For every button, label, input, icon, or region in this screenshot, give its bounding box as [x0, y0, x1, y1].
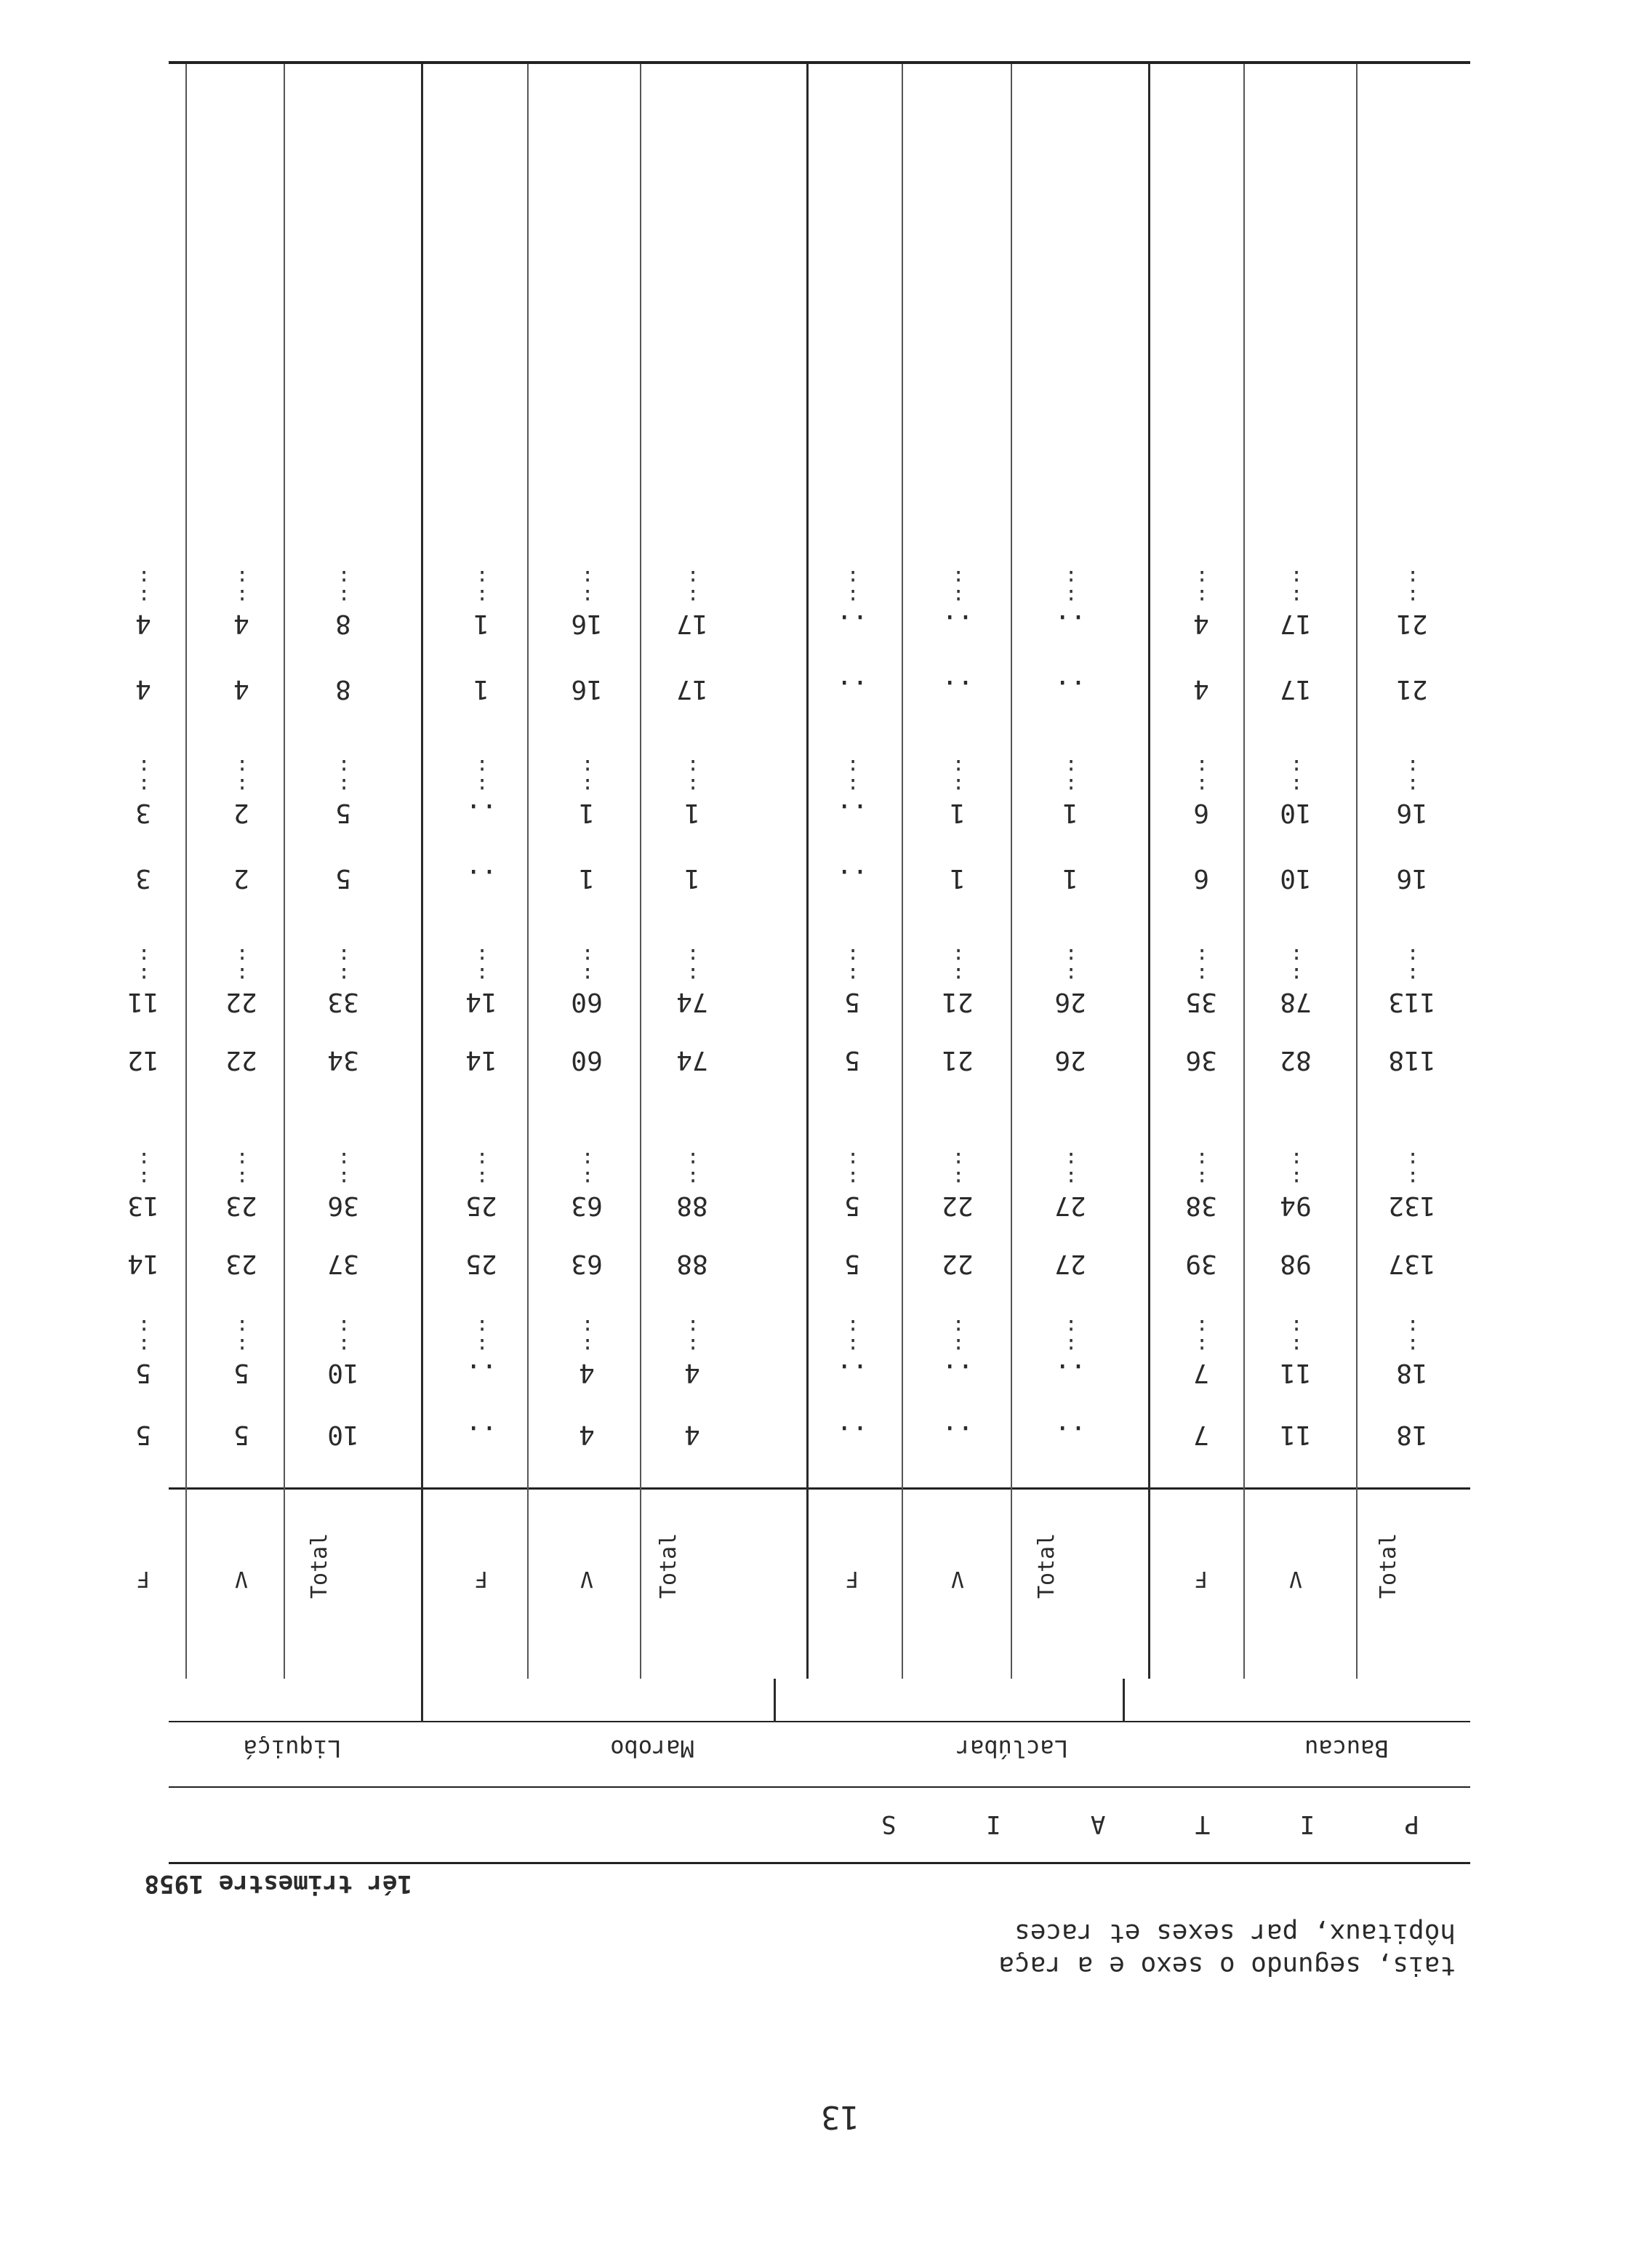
- table-cell: 74: [676, 1045, 708, 1075]
- column-header: V: [234, 1566, 249, 1591]
- leader-dots: : :: [685, 944, 699, 987]
- table-cell: 132: [1388, 1191, 1436, 1220]
- leader-dots: : :: [1063, 755, 1078, 798]
- table-cell: 4: [684, 1358, 700, 1388]
- table-cell: 23: [225, 1249, 257, 1279]
- caption-line-portuguese: tais, segundo o sexo e a raça: [998, 1951, 1456, 1981]
- leader-dots: : :: [1288, 944, 1303, 987]
- column-header: Total: [1376, 1532, 1401, 1599]
- leader-dots: : :: [336, 755, 350, 798]
- table-cell: 26: [1054, 987, 1086, 1017]
- table-cell: 18: [1396, 1420, 1428, 1450]
- leader-dots: : :: [845, 1148, 859, 1191]
- leader-dots: : :: [1194, 944, 1208, 987]
- table-cell: 4: [579, 1358, 595, 1388]
- leader-dots: : :: [950, 566, 965, 609]
- header-letter: S: [881, 1810, 897, 1839]
- column-separator: [185, 64, 187, 1679]
- leader-dots: : :: [1288, 1315, 1303, 1358]
- table-cell: 22: [225, 1045, 257, 1075]
- rule-regions: [169, 1721, 1470, 1722]
- column-header: F: [474, 1566, 489, 1591]
- table-cell: 8: [335, 674, 351, 704]
- region-liquica: Liquiçá: [243, 1735, 342, 1762]
- table-cell: 21: [1396, 674, 1428, 704]
- table-cell: 1: [473, 674, 489, 704]
- table-cell: 3: [135, 798, 151, 828]
- column-header: V: [950, 1566, 965, 1591]
- table-cell: 5: [335, 863, 351, 893]
- table-cell: 5: [233, 1358, 249, 1388]
- leader-dots: : :: [1063, 1148, 1078, 1191]
- table-cell: 36: [327, 1191, 359, 1220]
- leader-dots: : :: [1063, 1315, 1078, 1358]
- leader-dots: : :: [1405, 566, 1419, 609]
- table-cell: 26: [1054, 1045, 1086, 1075]
- leader-dots: : :: [685, 755, 699, 798]
- table-cell: ..: [1054, 609, 1086, 639]
- table-cell: 10: [327, 1420, 359, 1450]
- table-cell: ..: [465, 863, 497, 893]
- table-cell: ..: [465, 798, 497, 828]
- leader-dots: : :: [1405, 755, 1419, 798]
- leader-dots: : :: [580, 1315, 594, 1358]
- table-cell: 5: [135, 1358, 151, 1388]
- table-cell: 1: [579, 798, 595, 828]
- table-cell: 1: [1062, 863, 1078, 893]
- table-cell: 5: [844, 1249, 860, 1279]
- leader-dots: : :: [1063, 944, 1078, 987]
- leader-dots: : :: [580, 566, 594, 609]
- table-cell: 5: [233, 1420, 249, 1450]
- column-header: Total: [307, 1532, 332, 1599]
- table-cell: 137: [1388, 1249, 1436, 1279]
- table-cell: 16: [1396, 798, 1428, 828]
- table-cell: 1: [473, 609, 489, 639]
- rule-column-headers: [169, 1487, 1470, 1490]
- column-header: V: [580, 1566, 594, 1591]
- column-separator: [640, 64, 641, 1679]
- table-cell: 4: [233, 609, 249, 639]
- leader-dots: : :: [685, 566, 699, 609]
- table-cell: 1: [684, 863, 700, 893]
- leader-dots: : :: [474, 566, 489, 609]
- leader-dots: : :: [845, 755, 859, 798]
- column-separator: [421, 64, 423, 1679]
- table-cell: 5: [844, 1045, 860, 1075]
- table-cell: ..: [836, 609, 868, 639]
- table-cell: ..: [942, 1358, 974, 1388]
- table-cell: 16: [571, 609, 603, 639]
- header-letter: P: [1404, 1810, 1419, 1839]
- leader-dots: : :: [474, 944, 489, 987]
- table-cell: ..: [1054, 1358, 1086, 1388]
- table-cell: 10: [1280, 798, 1312, 828]
- leader-dots: : :: [1405, 1148, 1419, 1191]
- leader-dots: : :: [950, 755, 965, 798]
- table-cell: ..: [836, 674, 868, 704]
- column-header: Total: [1034, 1532, 1059, 1599]
- table-cell: 113: [1388, 987, 1436, 1017]
- table-cell: 1: [950, 863, 966, 893]
- table-cell: 1: [684, 798, 700, 828]
- table-cell: 11: [1280, 1358, 1312, 1388]
- table-cell: ..: [942, 609, 974, 639]
- table-cell: ..: [465, 1358, 497, 1388]
- header-letters: [881, 1810, 1419, 1839]
- leader-dots: : :: [136, 1148, 151, 1191]
- table-cell: 10: [1280, 863, 1312, 893]
- leader-dots: : :: [845, 566, 859, 609]
- column-header: F: [845, 1566, 859, 1591]
- table-cell: 5: [844, 1191, 860, 1220]
- leader-dots: : :: [950, 944, 965, 987]
- leader-dots: : :: [1405, 1315, 1419, 1358]
- leader-dots: : :: [336, 944, 350, 987]
- table-cell: 4: [684, 1420, 700, 1450]
- leader-dots: : :: [234, 566, 249, 609]
- table-cell: 21: [942, 987, 974, 1017]
- table-cell: 25: [465, 1191, 497, 1220]
- leader-dots: : :: [580, 944, 594, 987]
- leader-dots: : :: [580, 1148, 594, 1191]
- table-cell: 5: [335, 798, 351, 828]
- table-cell: 60: [571, 987, 603, 1017]
- leader-dots: : :: [845, 1315, 859, 1358]
- table-cell: 33: [327, 987, 359, 1017]
- leader-dots: : :: [136, 755, 151, 798]
- table-cell: 36: [1185, 1045, 1217, 1075]
- table-cell: 38: [1185, 1191, 1217, 1220]
- leader-dots: : :: [234, 944, 249, 987]
- region-baucau: Baucau: [1304, 1735, 1389, 1762]
- leader-dots: : :: [1194, 1315, 1208, 1358]
- column-separator: [284, 64, 285, 1679]
- table-cell: 14: [465, 1045, 497, 1075]
- leader-dots: : :: [1288, 1148, 1303, 1191]
- period-label: 1ér trimestre 1958: [144, 1869, 412, 1898]
- table-cell: 11: [127, 987, 159, 1017]
- table-cell: 37: [327, 1249, 359, 1279]
- table-cell: 63: [571, 1191, 603, 1220]
- table-cell: 88: [676, 1191, 708, 1220]
- table-cell: 4: [1193, 609, 1209, 639]
- leader-dots: : :: [1288, 566, 1303, 609]
- table-cell: 4: [135, 609, 151, 639]
- table-cell: ..: [836, 1358, 868, 1388]
- column-separator: [1243, 64, 1245, 1679]
- table-cell: 2: [233, 798, 249, 828]
- leader-dots: : :: [950, 1315, 965, 1358]
- table-cell: 82: [1280, 1045, 1312, 1075]
- table-cell: 16: [571, 674, 603, 704]
- column-separator: [806, 64, 809, 1679]
- table-cell: ..: [836, 1420, 868, 1450]
- column-separator: [902, 64, 903, 1679]
- table-cell: 98: [1280, 1249, 1312, 1279]
- table-cell: 94: [1280, 1191, 1312, 1220]
- leader-dots: : :: [1194, 755, 1208, 798]
- table-cell: 5: [844, 987, 860, 1017]
- table-cell: 4: [135, 674, 151, 704]
- table-cell: 21: [942, 1045, 974, 1075]
- leader-dots: : :: [685, 1148, 699, 1191]
- table-cell: ..: [465, 1420, 497, 1450]
- table-cell: 7: [1193, 1420, 1209, 1450]
- page-number: 13: [821, 2098, 859, 2135]
- leader-dots: : :: [136, 566, 151, 609]
- leader-dots: : :: [1063, 566, 1078, 609]
- table-cell: 39: [1185, 1249, 1217, 1279]
- table-cell: 4: [579, 1420, 595, 1450]
- leader-dots: : :: [136, 944, 151, 987]
- leader-dots: : :: [580, 755, 594, 798]
- table-cell: ..: [942, 1420, 974, 1450]
- leader-dots: : :: [234, 1148, 249, 1191]
- table-cell: 60: [571, 1045, 603, 1075]
- table-cell: 21: [1396, 609, 1428, 639]
- table-cell: 17: [676, 609, 708, 639]
- table-cell: 1: [579, 863, 595, 893]
- table-cell: 1: [950, 798, 966, 828]
- rule-header-letters: [169, 1786, 1470, 1788]
- column-separator: [1356, 64, 1358, 1679]
- leader-dots: : :: [845, 944, 859, 987]
- table-cell: 17: [1280, 609, 1312, 639]
- leader-dots: : :: [474, 1148, 489, 1191]
- table-cell: 4: [233, 674, 249, 704]
- leader-dots: : :: [950, 1148, 965, 1191]
- caption-line-french: hôpitaux, par sexes et races: [1014, 1918, 1456, 1948]
- table-cell: 63: [571, 1249, 603, 1279]
- region-laclubar: Laclúbar: [955, 1735, 1069, 1762]
- column-header: Total: [656, 1532, 681, 1599]
- column-separator: [1148, 64, 1150, 1679]
- table-cell: 17: [676, 674, 708, 704]
- table-cell: 88: [676, 1249, 708, 1279]
- column-separator: [1011, 64, 1012, 1679]
- table-cell: 13: [127, 1191, 159, 1220]
- table-cell: 34: [327, 1045, 359, 1075]
- table-cell: 4: [1193, 674, 1209, 704]
- table-cell: 7: [1193, 1358, 1209, 1388]
- leader-dots: : :: [1288, 755, 1303, 798]
- header-letter: T: [1195, 1810, 1211, 1839]
- table-cell: ..: [1054, 1420, 1086, 1450]
- leader-dots: : :: [685, 1315, 699, 1358]
- leader-dots: : :: [336, 1315, 350, 1358]
- table-cell: 23: [225, 1191, 257, 1220]
- table-cell: ..: [836, 798, 868, 828]
- table-cell: 22: [942, 1249, 974, 1279]
- table-cell: 27: [1054, 1249, 1086, 1279]
- table-cell: 118: [1388, 1045, 1436, 1075]
- header-letter: A: [1090, 1810, 1106, 1839]
- separator-laclubar-marobo: [774, 1679, 776, 1722]
- table-cell: 25: [465, 1249, 497, 1279]
- column-separator: [527, 64, 529, 1679]
- column-header: F: [1194, 1566, 1208, 1591]
- table-cell: 14: [127, 1249, 159, 1279]
- rule-bottom: [169, 61, 1470, 64]
- table-cell: 6: [1193, 798, 1209, 828]
- separator-marobo-liquica: [421, 1679, 423, 1722]
- leader-dots: : :: [336, 1148, 350, 1191]
- table-cell: 22: [225, 987, 257, 1017]
- table-cell: 8: [335, 609, 351, 639]
- leader-dots: : :: [1405, 944, 1419, 987]
- table-cell: 10: [327, 1358, 359, 1388]
- table-cell: 6: [1193, 863, 1209, 893]
- table-cell: 18: [1396, 1358, 1428, 1388]
- table-cell: 5: [135, 1420, 151, 1450]
- rule-top: [169, 1862, 1470, 1864]
- header-letter: I: [1299, 1810, 1315, 1839]
- table-cell: 74: [676, 987, 708, 1017]
- header-letter: I: [985, 1810, 1001, 1839]
- leader-dots: : :: [136, 1315, 151, 1358]
- separator-baucau-laclubar: [1123, 1679, 1125, 1722]
- table-cell: 17: [1280, 674, 1312, 704]
- leader-dots: : :: [474, 1315, 489, 1358]
- leader-dots: : :: [1194, 566, 1208, 609]
- leader-dots: : :: [234, 1315, 249, 1358]
- table-cell: ..: [942, 674, 974, 704]
- leader-dots: : :: [474, 755, 489, 798]
- table-cell: 14: [465, 987, 497, 1017]
- table-cell: 22: [942, 1191, 974, 1220]
- table-cell: 12: [127, 1045, 159, 1075]
- leader-dots: : :: [336, 566, 350, 609]
- table-cell: 1: [1062, 798, 1078, 828]
- leader-dots: : :: [1194, 1148, 1208, 1191]
- table-cell: 2: [233, 863, 249, 893]
- table-cell: ..: [836, 863, 868, 893]
- table-cell: 11: [1280, 1420, 1312, 1450]
- table-cell: 16: [1396, 863, 1428, 893]
- table-cell: 3: [135, 863, 151, 893]
- table-cell: 78: [1280, 987, 1312, 1017]
- column-header: V: [1288, 1566, 1303, 1591]
- table-cell: ..: [1054, 674, 1086, 704]
- table-cell: 27: [1054, 1191, 1086, 1220]
- region-marobo: Marobo: [610, 1735, 694, 1762]
- column-header: F: [136, 1566, 151, 1591]
- leader-dots: : :: [234, 755, 249, 798]
- table-cell: 35: [1185, 987, 1217, 1017]
